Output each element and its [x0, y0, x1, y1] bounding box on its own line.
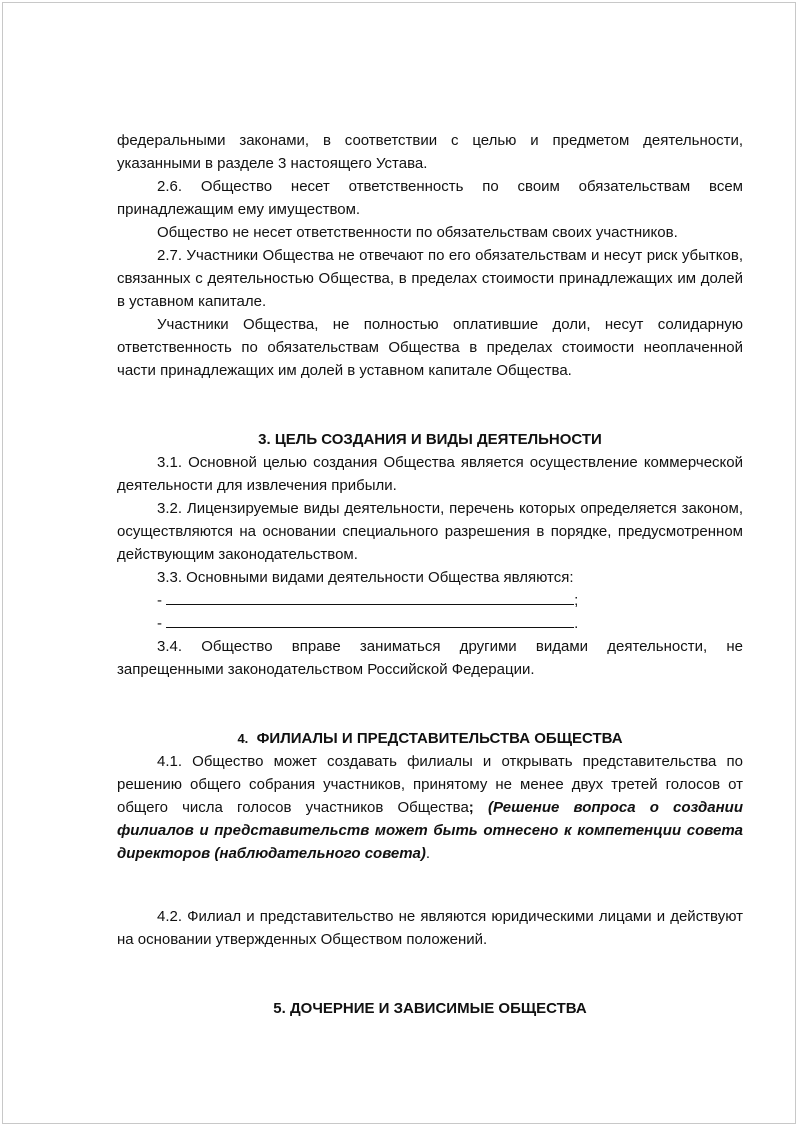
blank-suffix: ; [574, 592, 579, 609]
paragraph-4-1 [117, 750, 743, 865]
blank-line-2 [117, 612, 743, 635]
paragraph-2-7: 2.7. Участники Общества не отвечают по его обязательствам и несут риск убытков, связанных с деятельностью Общества, в пределах стоимости принадлежащих им долей в уставном капитале. [117, 247, 743, 310]
paragraph-4-2: 4.2. Филиал и представительство не являются юридическими лицами и действуют на основании утвержденных Обществом положений. [117, 908, 743, 948]
blank-fill-field [166, 589, 574, 605]
blank-prefix: - [157, 615, 167, 632]
paragraph-3-4: 3.4. Общество вправе заниматься другими видами деятельности, не запрещенными законодательством Российской Федерации. [117, 638, 743, 678]
blank-fill-field [166, 612, 574, 628]
paragraph-4-1-semicolon: ; [468, 799, 488, 816]
spacer [117, 865, 743, 905]
section-3-heading: 3. ЦЕЛЬ СОЗДАНИЯ И ВИДЫ ДЕЯТЕЛЬНОСТИ [258, 431, 602, 448]
section-5-heading: 5. ДОЧЕРНИЕ И ЗАВИСИМЫЕ ОБЩЕСТВА [273, 1000, 587, 1017]
paragraph-3-3: 3.3. Основными видами деятельности Общества являются: [157, 569, 574, 586]
blank-prefix: - [157, 592, 167, 609]
spacer [117, 681, 743, 727]
section-4-title: ФИЛИАЛЫ И ПРЕДСТАВИТЕЛЬСТВА ОБЩЕСТВА [256, 730, 623, 747]
paragraph-2-7-b: Участники Общества, не полностью оплатившие доли, несут солидарную ответственность по обязательствам Общества в пределах стоимости неоплаченной части принадлежащих им долей в уставном капитале Общества. [117, 316, 743, 379]
paragraph-intro: федеральными законами, в соответствии с целью и предметом деятельности, указанными в разделе 3 настоящего Устава. [117, 132, 743, 172]
document-page [2, 2, 796, 1124]
document-body [117, 129, 743, 1020]
section-4-heading [117, 727, 743, 750]
spacer [117, 951, 743, 997]
blank-suffix: . [574, 615, 579, 632]
paragraph-2-6: 2.6. Общество несет ответственность по своим обязательствам всем принадлежащим ему имуществом. [117, 178, 743, 218]
paragraph-4-1-text: 4.1. Общество может создавать филиалы и открывать представительства по решению общего собрания участников, принятому не менее двух третей голосов от общего числа голосов участников Общества [117, 753, 743, 816]
section-4-number: 4. [237, 731, 249, 746]
blank-line-1 [117, 589, 743, 612]
paragraph-3-1: 3.1. Основной целью создания Общества является осуществление коммерческой деятельности для извлечения прибыли. [117, 454, 743, 494]
paragraph-3-2: 3.2. Лицензируемые виды деятельности, перечень которых определяется законом, осуществляются на основании специального разрешения в порядке, предусмотренном действующим законодательством. [117, 500, 743, 563]
paragraph-4-1-note: (Решение вопроса о создании филиалов и представительств может быть отнесено к компетенции совета директоров (наблюдательного совета) [117, 799, 743, 862]
paragraph-2-6-b: Общество не несет ответственности по обязательствам своих участников. [157, 224, 678, 241]
paragraph-4-1-end: . [425, 845, 431, 862]
spacer [117, 382, 743, 428]
